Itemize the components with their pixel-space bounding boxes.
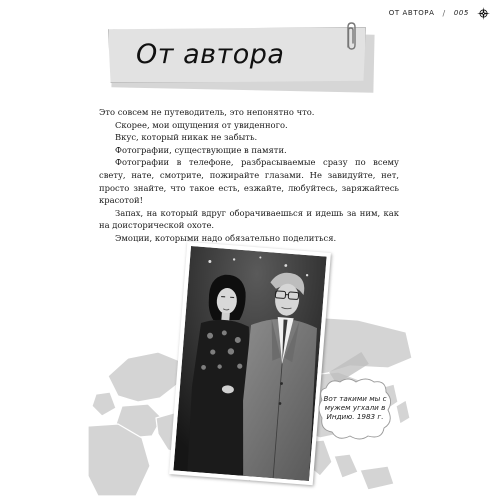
paragraph: Запах, на который вдруг оборачиваешься и идешь за ним, как на доисторической охоте. bbox=[99, 207, 399, 231]
caption-note bbox=[316, 376, 394, 442]
section-title: ОТ АВТОРА bbox=[388, 9, 435, 17]
paperclip-icon bbox=[344, 21, 358, 51]
running-head bbox=[389, 6, 490, 20]
photo bbox=[169, 242, 331, 486]
page-title: От автора bbox=[136, 39, 285, 70]
paragraph: Фотографии в телефоне, разбрасываемые сразу по всему свету, нате, смотрите, пожирайте глазами. Не завидуйте, нет, просто знайте, что такое есть, езжайте, любуйтесь, заряжайтесь красотой! bbox=[99, 157, 399, 206]
paragraph: Это совсем не путеводитель, это непонятно что. bbox=[99, 107, 315, 117]
header-separator: / bbox=[442, 8, 446, 18]
page-number: 005 bbox=[453, 9, 469, 17]
paragraph: Фотографии, существующие в памяти. bbox=[115, 144, 287, 155]
compass-rose-icon bbox=[477, 7, 490, 20]
paragraph: Скорее, мои ощущения от увиденного. bbox=[115, 119, 288, 130]
photo-caption: Вот такими мы с мужем угхали в Индию. 1983 г. bbox=[323, 394, 387, 422]
body-text bbox=[99, 106, 399, 245]
paragraph: Эмоции, которыми надо обязательно поделиться. bbox=[115, 232, 337, 243]
couple-photo-image bbox=[173, 246, 326, 481]
title-banner bbox=[108, 27, 380, 97]
paragraph: Вкус, который никак не забыть. bbox=[115, 132, 258, 143]
